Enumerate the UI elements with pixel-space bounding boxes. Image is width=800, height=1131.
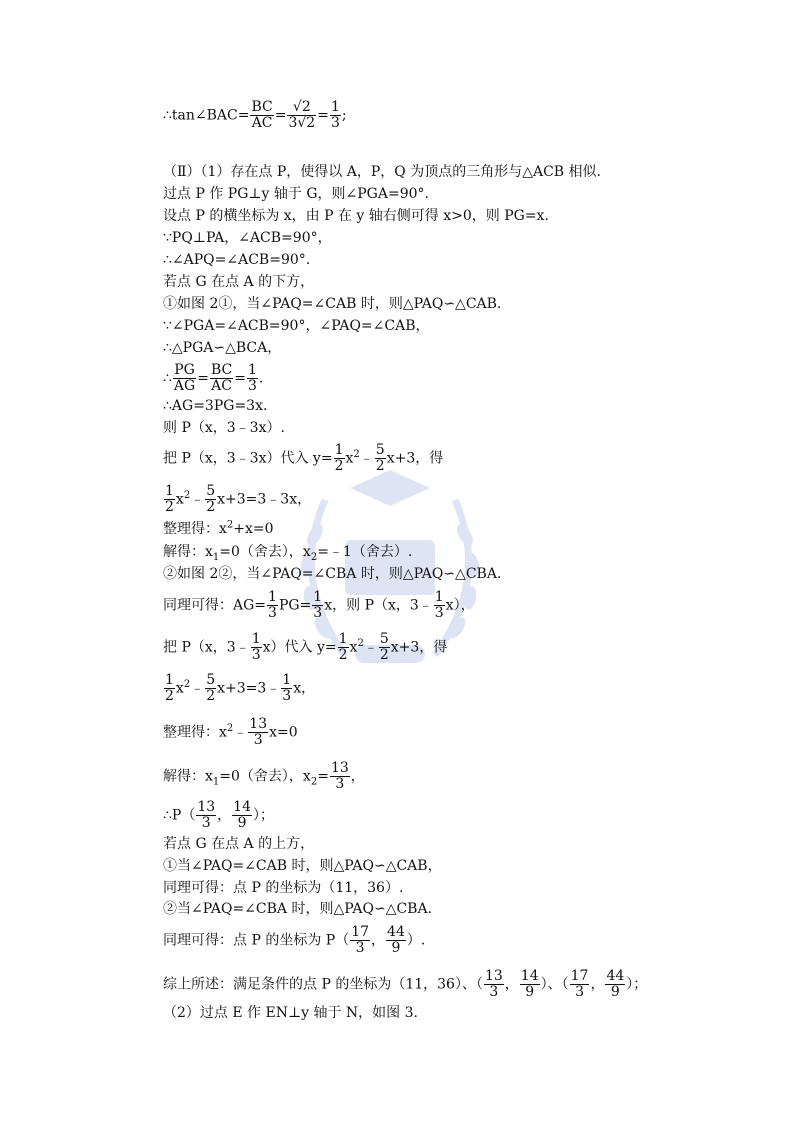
denominator: 2	[334, 458, 344, 474]
text: 整理得：x	[163, 724, 227, 741]
superscript: 2	[226, 519, 234, 531]
fraction	[251, 632, 262, 663]
line-similarly-ag	[163, 590, 475, 621]
text: ﹣	[190, 680, 205, 697]
text: ）.	[406, 932, 426, 949]
denominator: 3	[268, 605, 277, 621]
text: ，	[504, 976, 519, 993]
text: x，	[293, 680, 316, 697]
text: 把 P（x，3﹣	[163, 639, 250, 656]
line-pg-perpendicular: 过点 P 作 PG⊥y 轴于 G，则∠PGA=90°.	[163, 186, 429, 202]
text: ）；	[252, 807, 274, 824]
numerator: 1	[251, 631, 261, 647]
numerator: 17	[351, 924, 370, 940]
numerator: 13	[249, 716, 268, 732]
line-simplify-2	[163, 717, 298, 748]
fraction	[287, 100, 316, 131]
numerator: PG	[174, 362, 195, 378]
text: 同理可得：AG=	[163, 597, 267, 614]
numerator: 1	[330, 99, 340, 115]
denominator: 2	[165, 499, 174, 515]
text: x+3，得	[390, 639, 448, 656]
numerator: 1	[334, 442, 344, 458]
fraction	[205, 673, 216, 704]
fraction	[375, 443, 386, 474]
text: x=0	[269, 724, 298, 741]
text: x+3，得	[386, 450, 444, 467]
text: ∴P（	[163, 807, 196, 824]
denominator: 2	[206, 688, 216, 704]
line-because-pq: ∵PQ⊥PA，∠ACB=90°，	[163, 230, 332, 246]
denominator: 3	[355, 940, 365, 956]
superscript: 2	[226, 722, 234, 734]
line-p-result-2: 同理可得：点 P 的坐标为（11，36）.	[163, 880, 404, 896]
denominator: 3	[201, 815, 211, 831]
text: ﹣	[359, 450, 374, 467]
line-simplify-1	[163, 520, 274, 538]
line-similar-pga: ∴△PGA∽△BCA，	[163, 340, 282, 356]
numerator: 44	[606, 968, 625, 984]
denominator: 9	[525, 984, 535, 1000]
numerator: 1	[313, 589, 323, 605]
subscript: 2	[310, 776, 318, 788]
line-substitute-1	[163, 443, 443, 474]
line-solve-1	[163, 543, 412, 561]
line-part-ii: （Ⅱ）（1）存在点 P，使得以 A，P，Q 为顶点的三角形与△ACB 相似.	[163, 164, 601, 180]
text: 同理可得：点 P 的坐标为 P（	[163, 932, 350, 949]
fraction	[250, 100, 273, 131]
line-set-x: 设点 P 的横坐标为 x，由 P 在 y 轴右侧可得 x>0，则 PG=x.	[163, 208, 549, 224]
fraction	[605, 969, 625, 1000]
text: 把 P（x，3﹣3x）代入 y=	[163, 450, 333, 467]
text: x，则 P（x，3﹣	[324, 597, 433, 614]
numerator: 5	[206, 672, 216, 688]
text: =0（舍去），x	[219, 544, 311, 560]
denominator: AG	[173, 378, 196, 394]
numerator: BC	[210, 362, 233, 378]
text: x	[175, 680, 184, 697]
fraction	[338, 632, 349, 663]
line-p-result-3	[163, 925, 425, 956]
fraction	[334, 443, 345, 474]
line-solve-2	[163, 761, 365, 792]
fraction	[434, 590, 445, 621]
superscript: 2	[183, 489, 191, 501]
text: .	[258, 370, 264, 387]
denominator: 3	[282, 688, 292, 704]
numerator: 13	[484, 968, 503, 984]
line-ratio	[163, 363, 263, 394]
text: ）；	[626, 976, 648, 993]
fraction	[267, 590, 278, 621]
text: x+3=3﹣	[217, 680, 281, 697]
text: PG=	[278, 597, 312, 614]
text: =	[317, 107, 329, 124]
fraction	[281, 673, 292, 704]
line-equation-1	[163, 484, 311, 515]
denominator: 3	[330, 115, 340, 131]
line-apq: ∴∠APQ=∠ACB=90°.	[163, 252, 311, 268]
text: =	[317, 768, 329, 785]
text: +x=0	[233, 521, 274, 537]
fraction	[247, 363, 258, 394]
denominator: AC	[211, 378, 232, 394]
fraction	[350, 925, 370, 956]
subscript: 1	[212, 776, 220, 788]
text: =	[274, 107, 287, 124]
line-g-above-a: 若点 G 在点 A 的上方，	[163, 836, 315, 852]
superscript: 2	[357, 637, 364, 649]
text: ，	[590, 976, 605, 993]
text: ﹣	[190, 491, 205, 508]
text: =	[234, 370, 246, 387]
numerator: 1	[268, 589, 277, 605]
line-equation-2	[163, 673, 315, 704]
line-p-coord: 则 P（x，3﹣3x）.	[163, 420, 285, 436]
text: x）代入 y=	[262, 639, 337, 656]
fraction	[484, 969, 504, 1000]
fraction	[379, 632, 390, 663]
numerator: 44	[387, 924, 405, 940]
numerator: 1	[338, 631, 348, 647]
text: =	[197, 370, 209, 387]
line-p-result-1	[163, 800, 274, 831]
denominator: 3	[434, 605, 444, 621]
line-substitute-2	[163, 632, 447, 663]
text: =0（舍去），x	[219, 768, 311, 785]
line-case-3: ①当∠PAQ=∠CAB 时，则△PAQ∽△CAB，	[163, 858, 442, 874]
fraction	[173, 363, 196, 394]
numerator: 13	[330, 760, 349, 776]
denominator: 3	[313, 605, 323, 621]
numerator: 1	[434, 589, 444, 605]
line-ag: ∴AG=3PG=3x.	[163, 398, 268, 414]
denominator: 2	[165, 688, 174, 704]
line-tan-bac	[163, 100, 347, 131]
denominator: 3	[575, 984, 584, 1000]
numerator: √2	[287, 100, 316, 116]
denominator: 3	[335, 776, 345, 792]
line-case-4: ②当∠PAQ=∠CBA 时，则△PAQ∽△CBA.	[163, 901, 433, 917]
fraction	[570, 969, 590, 1000]
superscript: 2	[353, 448, 360, 460]
numerator: 14	[233, 799, 251, 815]
fraction	[164, 484, 175, 515]
numerator: 1	[165, 672, 174, 688]
denominator: 2	[338, 647, 348, 663]
fraction	[196, 800, 216, 831]
denominator: AC	[251, 115, 273, 131]
denominator: 2	[206, 499, 216, 515]
subscript: 2	[310, 551, 318, 563]
numerator: 13	[197, 799, 216, 815]
denominator: 9	[237, 815, 247, 831]
line-because-pga: ∵∠PGA=∠ACB=90°，∠PAQ=∠CAB，	[163, 318, 430, 334]
text: 解得：x	[163, 768, 213, 785]
text: x+3=3﹣3x，	[217, 491, 312, 508]
text: x），	[445, 597, 475, 614]
line-g-below-a: 若点 G 在点 A 的下方，	[163, 274, 315, 290]
subscript: 1	[212, 551, 220, 563]
superscript: 2	[183, 678, 191, 690]
text: 解得：x	[163, 544, 213, 560]
text: x	[175, 491, 184, 508]
text: x	[345, 450, 354, 467]
fraction	[210, 363, 233, 394]
denominator: 2	[375, 458, 385, 474]
line-summary	[163, 969, 647, 1000]
fraction	[520, 969, 540, 1000]
text: =﹣1（舍去）.	[317, 544, 413, 560]
text: ）、（	[540, 976, 569, 993]
text: 整理得：x	[163, 521, 227, 537]
text: ;	[341, 107, 347, 124]
fraction	[330, 761, 350, 792]
numerator: 1	[165, 483, 174, 499]
line-case-2: ②如图 2②，当∠PAQ=∠CBA 时，则△PAQ∽△CBA.	[163, 566, 502, 582]
numerator: BC	[251, 99, 273, 115]
denominator: 9	[610, 984, 620, 1000]
numerator: 1	[282, 672, 292, 688]
numerator: 5	[375, 442, 385, 458]
text: ，	[350, 768, 365, 785]
line-part-2: （2）过点 E 作 EN⊥y 轴于 N，如图 3.	[163, 1005, 418, 1021]
text: ﹣	[363, 639, 378, 656]
fraction	[386, 925, 406, 956]
fraction	[232, 800, 252, 831]
fraction	[205, 484, 216, 515]
fraction	[164, 673, 175, 704]
denominator: 3	[489, 984, 499, 1000]
fraction	[248, 717, 268, 748]
denominator: 9	[391, 940, 401, 956]
denominator: 3√2	[288, 115, 316, 131]
denominator: 3	[251, 647, 261, 663]
text: ﹣	[233, 724, 248, 741]
numerator: 1	[247, 362, 257, 378]
denominator: 2	[379, 647, 389, 663]
numerator: 14	[520, 968, 539, 984]
text: ，	[217, 807, 232, 824]
text: ∴	[163, 370, 172, 387]
text: 综上所述：满足条件的点 P 的坐标为（11，36）、（	[163, 976, 483, 993]
numerator: 5	[206, 483, 216, 499]
fraction	[312, 590, 323, 621]
fraction	[330, 100, 341, 131]
text: x	[349, 639, 358, 656]
denominator: 3	[253, 732, 263, 748]
numerator: 17	[570, 968, 589, 984]
text: ∴tan∠BAC=	[163, 107, 250, 124]
numerator: 5	[379, 631, 389, 647]
text: ，	[371, 932, 386, 949]
denominator: 3	[247, 378, 257, 394]
line-case-1: ①如图 2①，当∠PAQ=∠CAB 时，则△PAQ∽△CAB.	[163, 296, 502, 312]
